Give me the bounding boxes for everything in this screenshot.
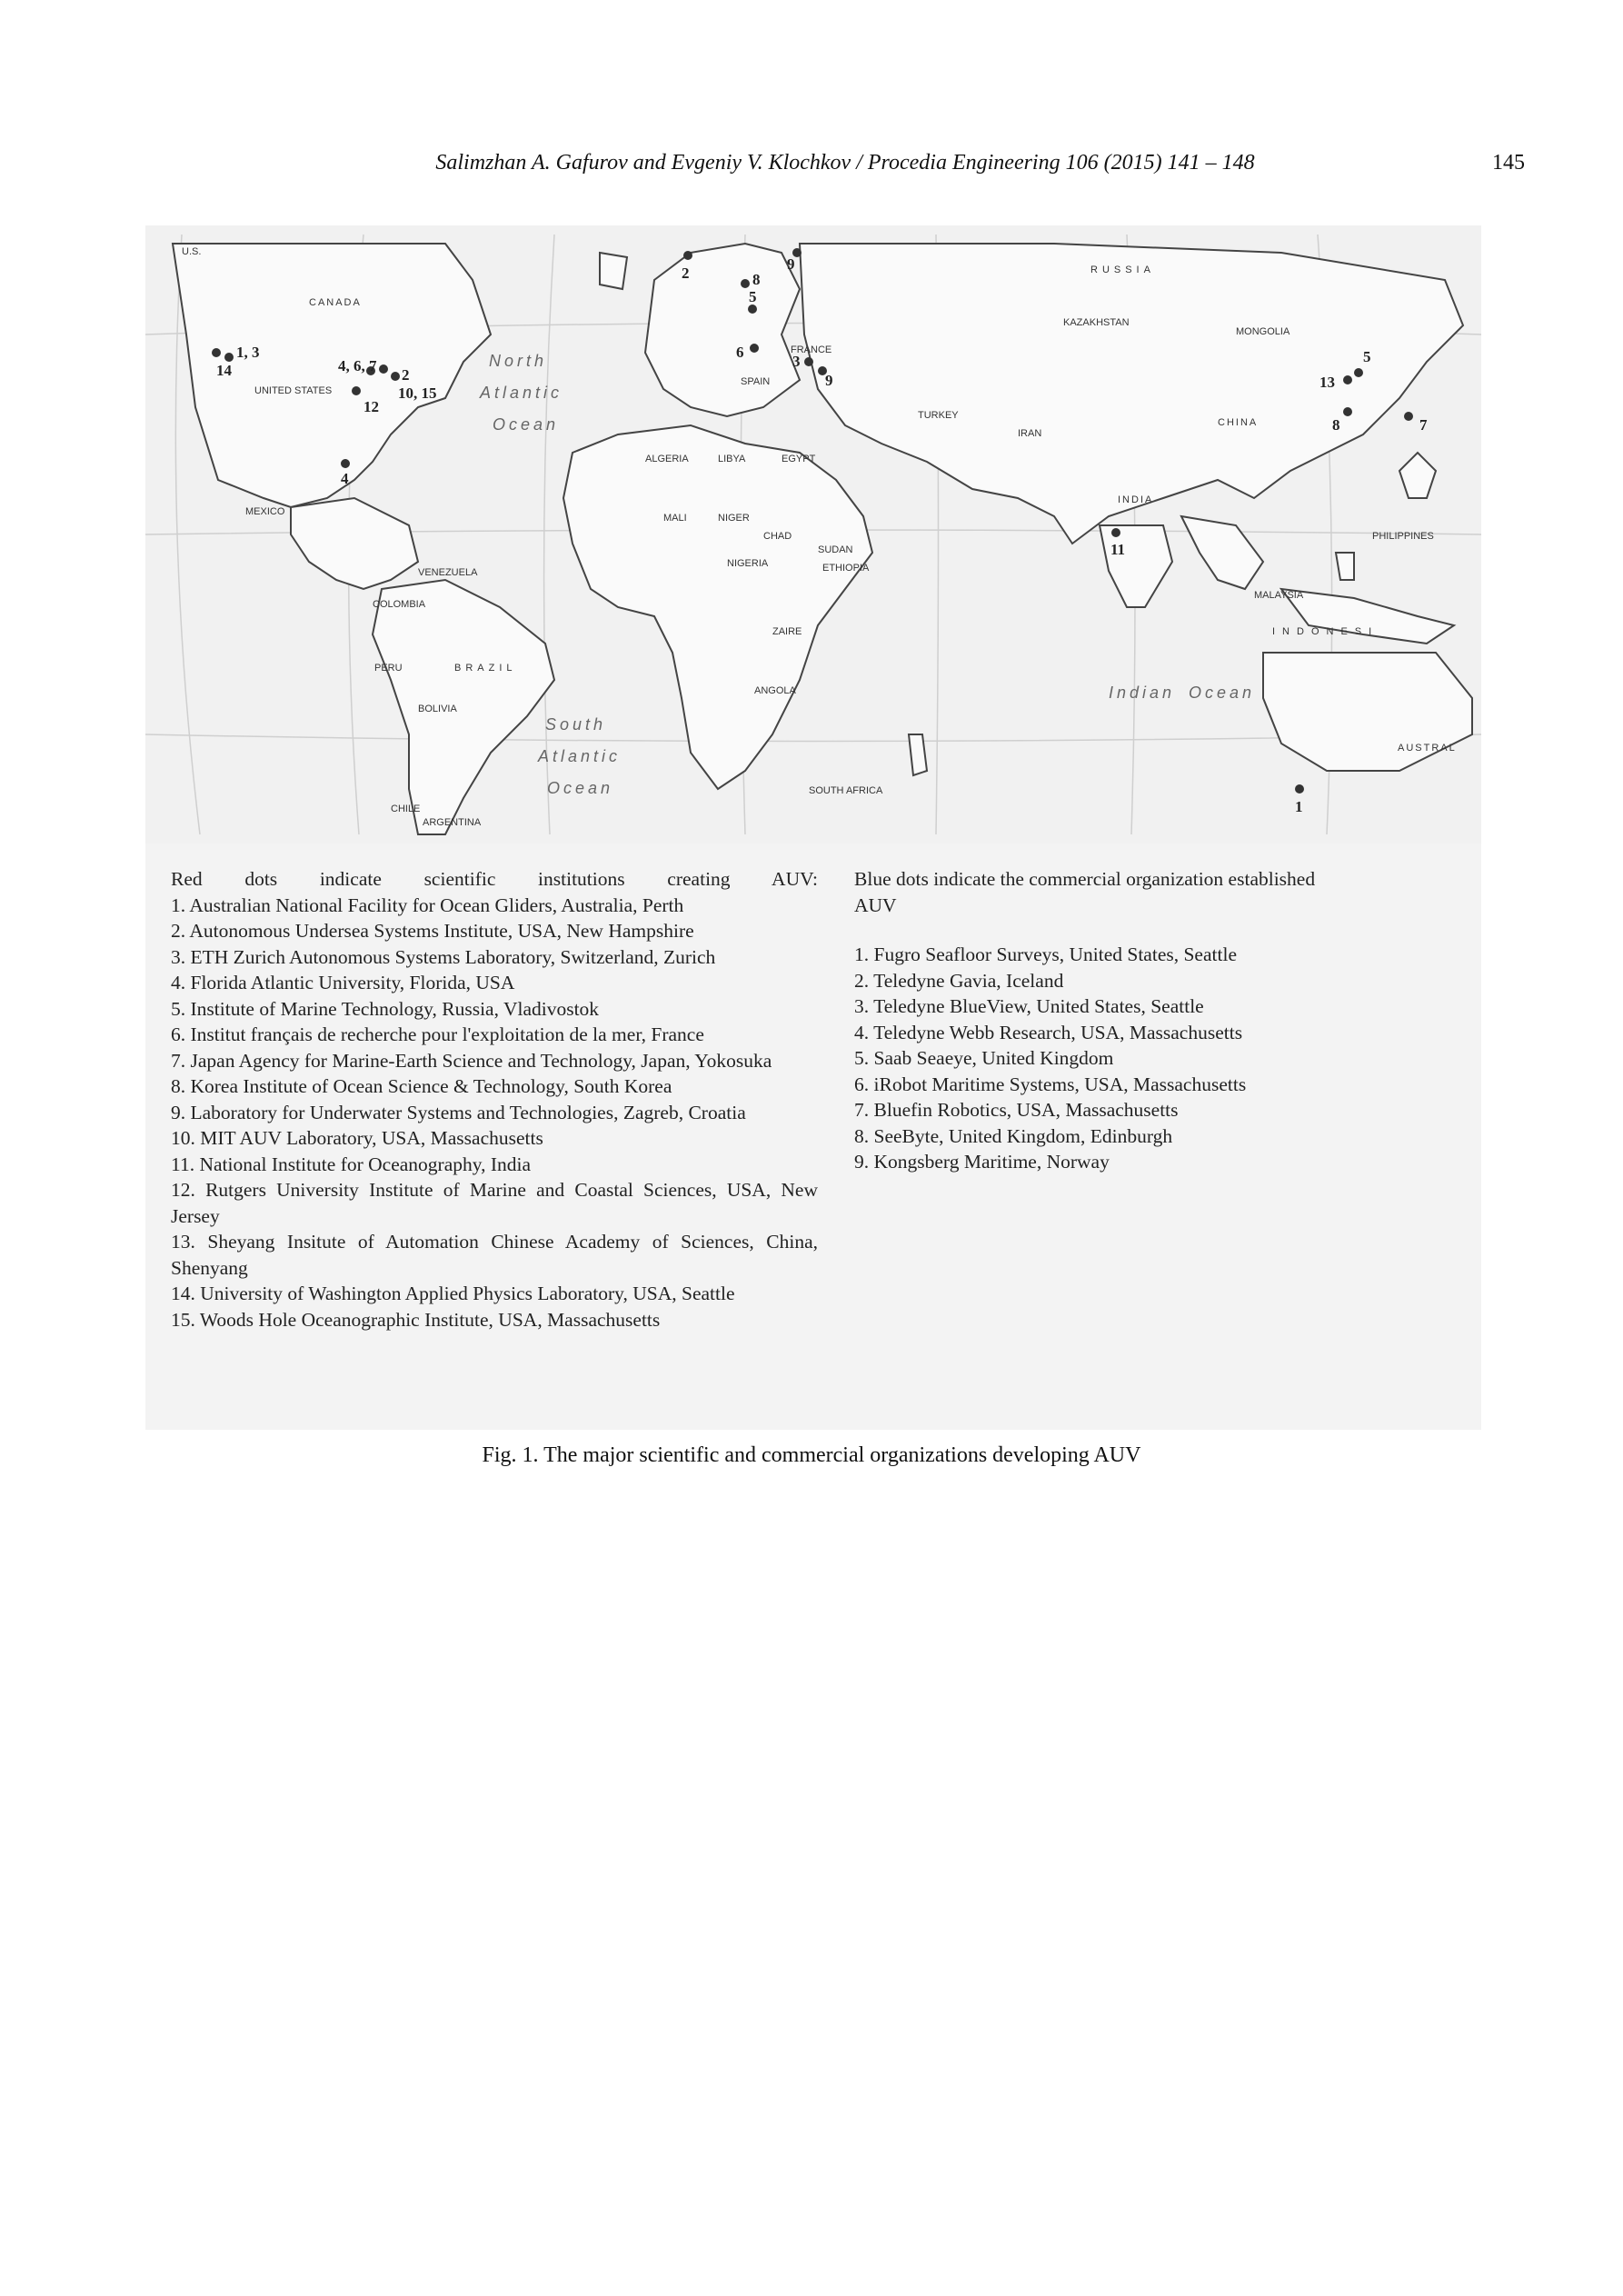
country-label: FRANCE <box>791 344 832 355</box>
country-label: IRAN <box>1018 428 1042 439</box>
marker-label: 1, 3 <box>236 344 260 361</box>
country-label: RUSSIA <box>1090 265 1155 275</box>
country-label: COLOMBIA <box>373 599 426 610</box>
marker-label: 12 <box>363 398 379 415</box>
list-item: 1. Australian National Facility for Ocean Gliders, Australia, Perth <box>171 893 684 916</box>
marker-label: 8 <box>1332 416 1340 434</box>
commercial-heading: Blue dots indicate the commercial organization established AUV <box>854 868 1316 916</box>
country-label: CHAD <box>763 531 792 542</box>
marker-label: 3 <box>792 353 801 370</box>
ocean-label: Atlantic <box>480 384 563 402</box>
list-item: 9. Laboratory for Underwater Systems and Technologies, Zagreb, Croatia <box>171 1101 746 1123</box>
country-label: SOUTH AFRICA <box>809 785 883 796</box>
country-label: MONGOLIA <box>1236 326 1290 337</box>
country-label: AUSTRAL <box>1398 743 1457 754</box>
country-label: NIGER <box>718 513 750 524</box>
list-item: 4. Florida Atlantic University, Florida, USA <box>171 972 515 993</box>
country-label: VENEZUELA <box>418 567 478 578</box>
list-item: 11. National Institute for Oceanography, India <box>171 1153 532 1175</box>
marker-label: 1 <box>1295 798 1303 815</box>
marker-dot <box>750 344 759 353</box>
marker-dot <box>748 304 757 314</box>
list-item: 7. Bluefin Robotics, USA, Massachusetts <box>854 1099 1179 1121</box>
marker-dot <box>741 279 750 288</box>
list-item: 9. Kongsberg Maritime, Norway <box>854 1151 1110 1173</box>
country-label: INDONESI <box>1272 626 1379 637</box>
country-label: TURKEY <box>918 410 959 421</box>
figure-caption: Fig. 1. The major scientific and commercial organizations developing AUV <box>482 1443 1141 1467</box>
marker-dot <box>352 386 361 395</box>
ocean-label: Ocean <box>1189 684 1256 702</box>
country-label: ANGOLA <box>754 685 796 696</box>
ocean-label: Indian <box>1109 684 1176 702</box>
country-label: LIBYA <box>718 454 746 464</box>
country-label: PHILIPPINES <box>1372 531 1434 542</box>
country-label: CANADA <box>309 297 362 308</box>
commercial-organizations-list <box>854 866 1336 1175</box>
country-label: SUDAN <box>818 544 853 555</box>
marker-label: 2 <box>402 366 410 384</box>
marker-dot <box>1343 407 1352 416</box>
ocean-label: Atlantic <box>538 747 622 765</box>
scientific-heading: Red dots indicate scientific institutions creating AUV: <box>171 868 818 890</box>
marker-dot <box>1343 375 1352 384</box>
ocean-label: Ocean <box>493 415 560 434</box>
list-item: 12. Rutgers University Institute of Marine and Coastal Sciences, USA, New Jersey <box>171 1179 818 1227</box>
country-label: MEXICO <box>245 506 285 517</box>
country-label: U.S. <box>182 246 202 257</box>
list-item: 15. Woods Hole Oceanographic Institute, USA, Massachusetts <box>171 1308 661 1331</box>
marker-dot <box>1111 528 1120 537</box>
country-label: CHINA <box>1218 417 1259 428</box>
marker-dot <box>683 251 692 260</box>
marker-dot <box>379 364 388 374</box>
scientific-institutions-list <box>171 866 818 1333</box>
marker-label: 10, 15 <box>398 384 437 402</box>
ocean-label: North <box>489 352 548 370</box>
marker-label: 6 <box>736 344 744 361</box>
country-label: BOLIVIA <box>418 704 457 714</box>
country-label: KAZAKHSTAN <box>1063 317 1130 328</box>
list-item: 14. University of Washington Applied Physics Laboratory, USA, Seattle <box>171 1283 735 1304</box>
marker-dot <box>391 372 400 381</box>
marker-dot <box>1295 784 1304 794</box>
list-item: 2. Autonomous Undersea Systems Institute, USA, New Hampshire <box>171 920 694 942</box>
country-label: CHILE <box>391 804 421 814</box>
list-item: 7. Japan Agency for Marine-Earth Science and Technology, Japan, Yokosuka <box>171 1049 772 1072</box>
list-item: 5. Saab Seaeye, United Kingdom <box>854 1047 1114 1069</box>
country-label: ZAIRE <box>772 626 802 637</box>
marker-label: 14 <box>216 362 232 379</box>
marker-label: 11 <box>1110 541 1126 558</box>
country-label: BRAZIL <box>454 663 517 674</box>
running-head: Salimzhan A. Gafurov and Evgeniy V. Klochkov / Procedia Engineering 106 (2015) 141 – 148 <box>435 151 1255 175</box>
world-map-svg <box>145 225 1481 844</box>
marker-label: 4 <box>341 470 349 487</box>
marker-dot <box>341 459 350 468</box>
list-item: 3. ETH Zurich Autonomous Systems Laboratory, Switzerland, Zurich <box>171 945 716 968</box>
marker-dot <box>804 357 813 366</box>
ocean-label: Ocean <box>547 779 614 797</box>
country-label: ALGERIA <box>645 454 689 464</box>
marker-label: 5 <box>749 288 757 305</box>
list-item: 3. Teledyne BlueView, United States, Seattle <box>854 995 1204 1017</box>
country-label: PERU <box>374 663 403 674</box>
list-item: 5. Institute of Marine Technology, Russia, Vladivostok <box>171 997 600 1020</box>
figure <box>145 225 1481 1430</box>
country-label: ARGENTINA <box>423 817 482 828</box>
world-map <box>145 225 1481 844</box>
marker-label: 7 <box>1419 416 1428 434</box>
list-item: 8. Korea Institute of Ocean Science & Technology, South Korea <box>171 1075 672 1097</box>
country-label: MALAYSIA <box>1254 590 1304 601</box>
list-item: 1. Fugro Seafloor Surveys, United States, Seattle <box>854 943 1237 965</box>
page-number: 145 <box>1492 151 1525 175</box>
marker-label: 9 <box>825 372 833 389</box>
marker-dot <box>1404 412 1413 421</box>
country-label: INDIA <box>1118 494 1154 505</box>
country-label: EGYPT <box>782 454 816 464</box>
list-item: 6. iRobot Maritime Systems, USA, Massachusetts <box>854 1073 1247 1095</box>
marker-label: 9 <box>787 255 795 273</box>
list-item: 6. Institut français de recherche pour l'exploitation de la mer, France <box>171 1023 704 1045</box>
marker-dot <box>1354 368 1363 377</box>
country-label: SPAIN <box>741 376 771 387</box>
figure-legend <box>171 866 1470 1421</box>
list-item: 4. Teledyne Webb Research, USA, Massachusetts <box>854 1021 1243 1043</box>
list-item: 10. MIT AUV Laboratory, USA, Massachusetts <box>171 1127 543 1149</box>
country-label: UNITED STATES <box>254 385 333 396</box>
marker-label: 4, 6, 7 <box>338 357 377 374</box>
country-label: NIGERIA <box>727 558 769 569</box>
list-item: 8. SeeByte, United Kingdom, Edinburgh <box>854 1124 1173 1147</box>
marker-label: 13 <box>1319 374 1335 391</box>
marker-label: 2 <box>682 265 690 282</box>
list-item: 2. Teledyne Gavia, Iceland <box>854 969 1064 992</box>
list-item: 13. Sheyang Insitute of Automation Chinese Academy of Sciences, China, Shenyang <box>171 1231 818 1279</box>
country-label: ETHIOPIA <box>822 563 870 574</box>
marker-dot <box>212 348 221 357</box>
marker-label: 8 <box>752 271 761 288</box>
country-label: MALI <box>663 513 687 524</box>
marker-label: 5 <box>1363 348 1371 365</box>
ocean-label: South <box>545 715 607 734</box>
marker-dot <box>224 353 234 362</box>
